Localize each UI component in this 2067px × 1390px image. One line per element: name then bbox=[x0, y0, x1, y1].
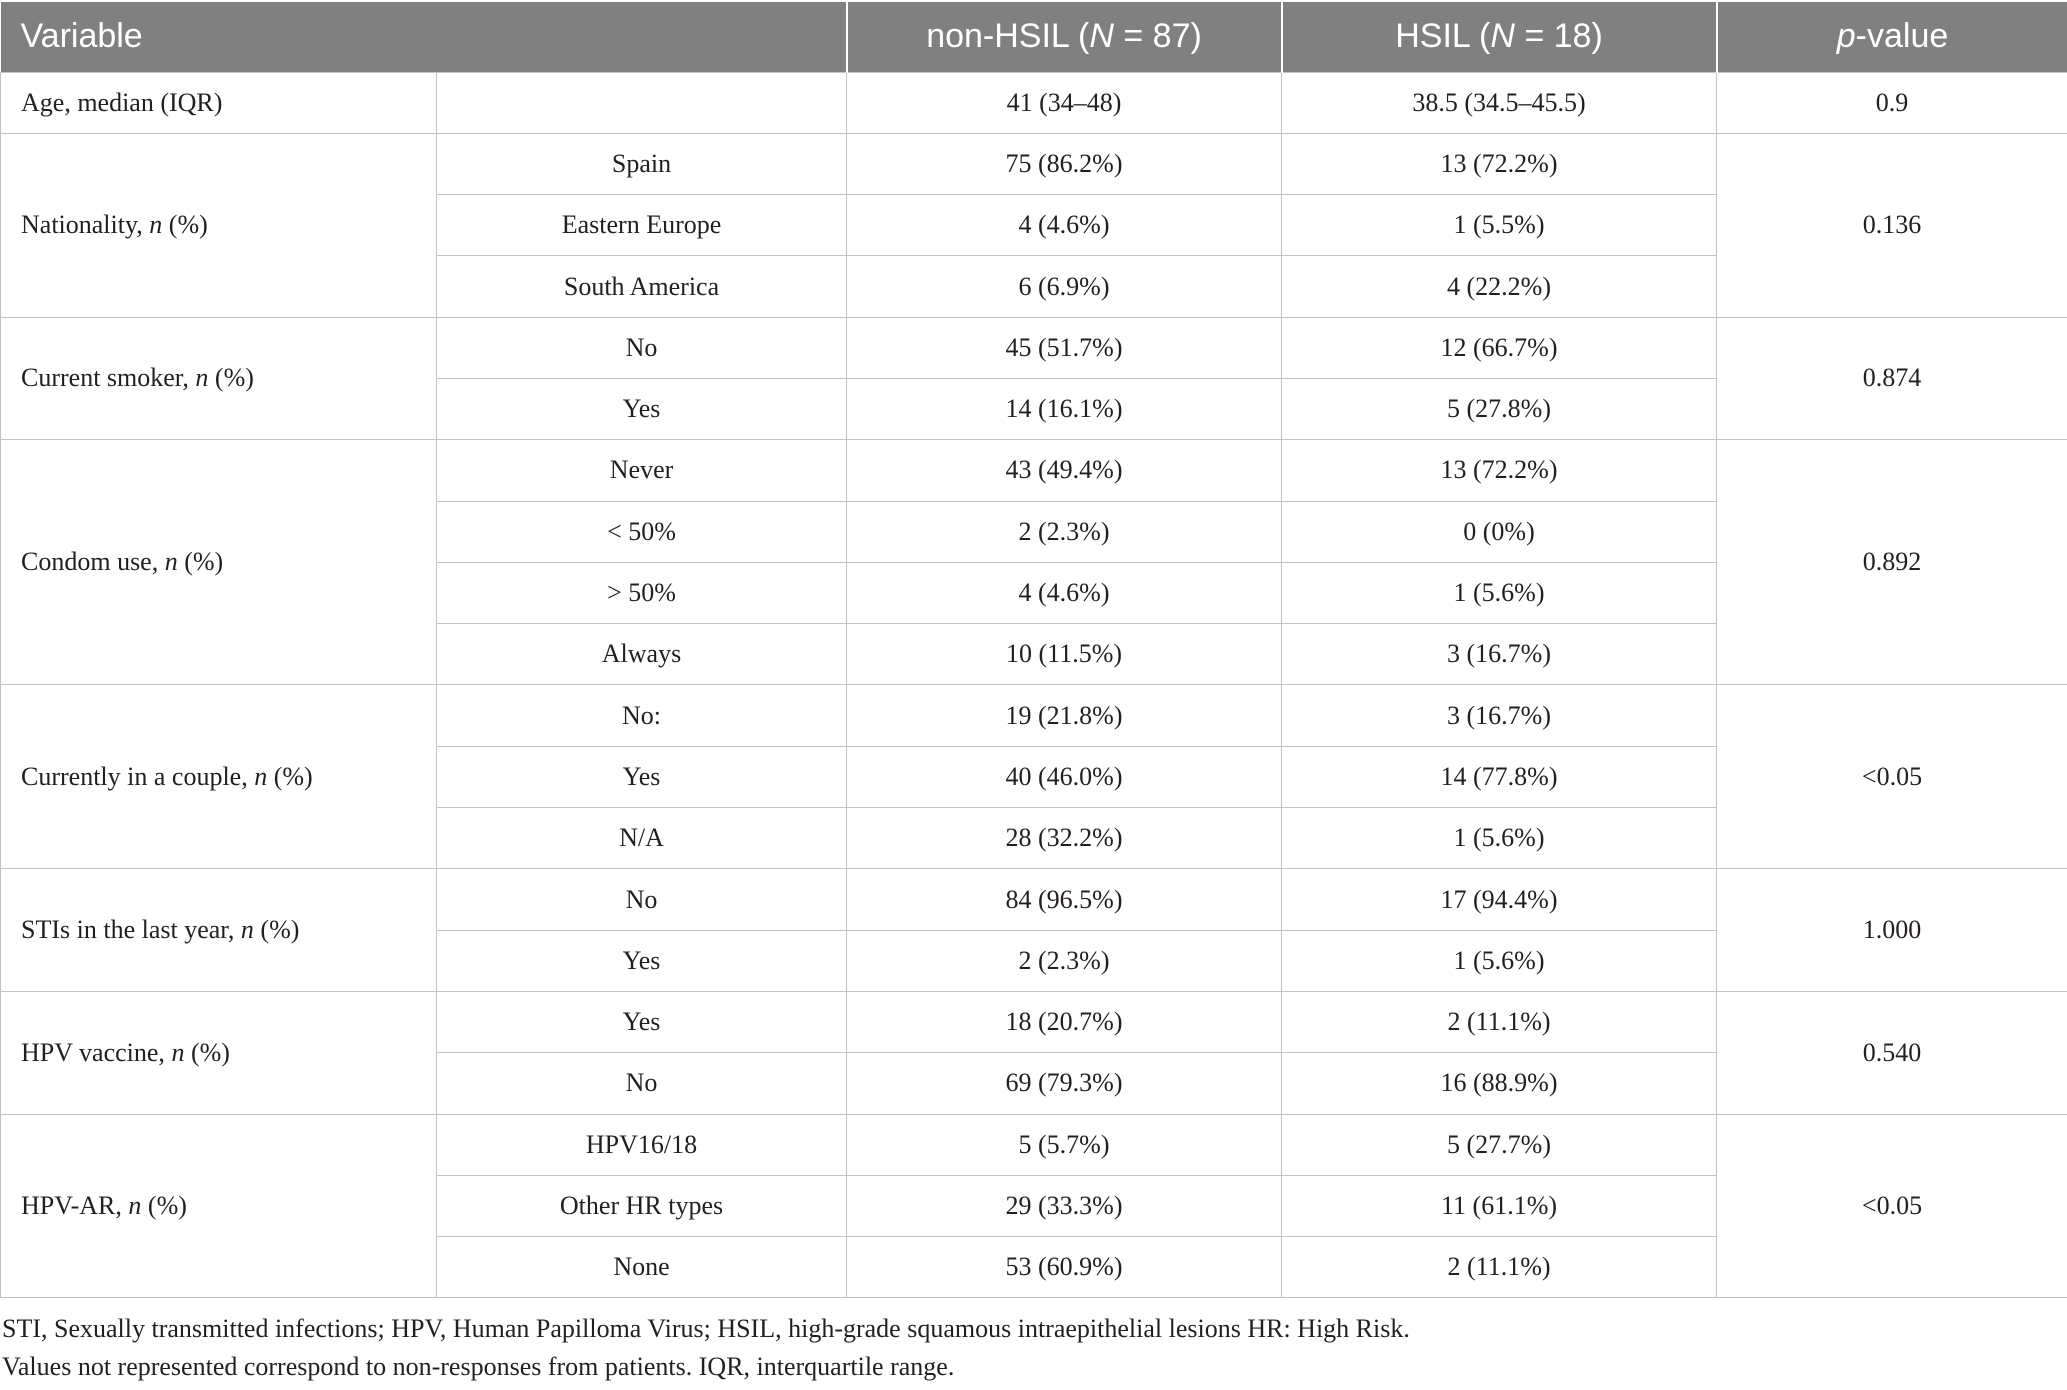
hsil-value-cell: 13 (72.2%) bbox=[1282, 440, 1717, 501]
variable-cell bbox=[1, 991, 437, 1114]
category-cell: No bbox=[437, 1053, 847, 1114]
header-p-suffix: -value bbox=[1855, 17, 1949, 56]
non-hsil-value-cell: 4 (4.6%) bbox=[847, 195, 1282, 256]
variable-cell bbox=[1, 440, 437, 685]
non-hsil-value-cell: 10 (11.5%) bbox=[847, 624, 1282, 685]
non-hsil-value-cell: 2 (2.3%) bbox=[847, 501, 1282, 562]
non-hsil-value-cell: 45 (51.7%) bbox=[847, 317, 1282, 378]
variable-label-italic: n bbox=[195, 363, 209, 393]
category-cell: N/A bbox=[437, 808, 847, 869]
p-value-cell: 0.9 bbox=[1717, 72, 2067, 133]
header-hsil bbox=[1282, 2, 1717, 72]
category-cell: No bbox=[437, 317, 847, 378]
header-row bbox=[1, 2, 2067, 72]
table-header bbox=[1, 2, 2067, 72]
variable-label: HPV-AR, bbox=[21, 1190, 129, 1220]
table-row bbox=[1, 72, 2067, 133]
category-cell: Eastern Europe bbox=[437, 195, 847, 256]
non-hsil-value-cell: 5 (5.7%) bbox=[847, 1114, 1282, 1175]
hsil-value-cell: 1 (5.6%) bbox=[1282, 562, 1717, 623]
hsil-value-cell: 14 (77.8%) bbox=[1282, 746, 1717, 807]
hsil-value-cell: 2 (11.1%) bbox=[1282, 991, 1717, 1052]
hsil-value-cell: 16 (88.9%) bbox=[1282, 1053, 1717, 1114]
variable-label: Condom use, bbox=[21, 547, 165, 577]
table-row bbox=[1, 440, 2067, 501]
variable-label-suffix: (%) bbox=[267, 761, 313, 791]
table-row bbox=[1, 991, 2067, 1052]
p-value-cell: 0.892 bbox=[1717, 440, 2067, 685]
category-cell: Yes bbox=[437, 378, 847, 439]
category-cell: Yes bbox=[437, 746, 847, 807]
header-p-italic: p bbox=[1836, 17, 1856, 56]
header-variable-label: Variable bbox=[20, 17, 143, 56]
table-footnotes bbox=[2, 1310, 1410, 1386]
variable-label: Currently in a couple, bbox=[21, 761, 255, 791]
non-hsil-value-cell: 75 (86.2%) bbox=[847, 133, 1282, 194]
header-non-hsil-suffix: = 87) bbox=[1113, 17, 1202, 56]
header-hsil-suffix: = 18) bbox=[1514, 17, 1603, 56]
variable-label: Nationality, bbox=[21, 210, 150, 240]
p-value-cell: <0.05 bbox=[1717, 685, 2067, 869]
category-cell: Spain bbox=[437, 133, 847, 194]
category-cell: Never bbox=[437, 440, 847, 501]
non-hsil-value-cell: 28 (32.2%) bbox=[847, 808, 1282, 869]
non-hsil-value-cell: 6 (6.9%) bbox=[847, 256, 1282, 317]
table-row bbox=[1, 685, 2067, 746]
category-cell bbox=[437, 72, 847, 133]
variable-label-suffix: (%) bbox=[162, 210, 208, 240]
category-cell: HPV16/18 bbox=[437, 1114, 847, 1175]
non-hsil-value-cell: 53 (60.9%) bbox=[847, 1237, 1282, 1298]
category-cell: None bbox=[437, 1237, 847, 1298]
hsil-value-cell: 1 (5.6%) bbox=[1282, 808, 1717, 869]
category-cell: < 50% bbox=[437, 501, 847, 562]
table-row bbox=[1, 317, 2067, 378]
category-cell: No bbox=[437, 869, 847, 930]
variable-label-italic: n bbox=[254, 761, 268, 791]
variable-cell bbox=[1, 133, 437, 317]
variable-label-suffix: (%) bbox=[141, 1190, 187, 1220]
p-value-cell: 0.874 bbox=[1717, 317, 2067, 440]
variable-cell bbox=[1, 317, 437, 440]
non-hsil-value-cell: 41 (34–48) bbox=[847, 72, 1282, 133]
hsil-value-cell: 3 (16.7%) bbox=[1282, 685, 1717, 746]
variable-label-suffix: (%) bbox=[184, 1037, 230, 1067]
hsil-value-cell: 1 (5.5%) bbox=[1282, 195, 1717, 256]
table-row bbox=[1, 133, 2067, 194]
header-hsil-prefix: HSIL ( bbox=[1395, 17, 1491, 56]
category-cell: South America bbox=[437, 256, 847, 317]
hsil-value-cell: 0 (0%) bbox=[1282, 501, 1717, 562]
table-row bbox=[1, 869, 2067, 930]
non-hsil-value-cell: 2 (2.3%) bbox=[847, 930, 1282, 991]
variable-label: STIs in the last year, bbox=[21, 915, 241, 945]
header-non-hsil-prefix: non-HSIL ( bbox=[926, 17, 1090, 56]
non-hsil-value-cell: 14 (16.1%) bbox=[847, 378, 1282, 439]
category-cell: Yes bbox=[437, 991, 847, 1052]
footnote-abbreviations: STI, Sexually transmitted infections; HPV, Human Papilloma Virus; HSIL, high-grade squamous intraepithelial lesions HR: High Risk. bbox=[2, 1314, 1410, 1343]
p-value-cell: 1.000 bbox=[1717, 869, 2067, 992]
hsil-value-cell: 12 (66.7%) bbox=[1282, 317, 1717, 378]
hsil-value-cell: 13 (72.2%) bbox=[1282, 133, 1717, 194]
header-hsil-n: N bbox=[1490, 17, 1515, 56]
non-hsil-value-cell: 4 (4.6%) bbox=[847, 562, 1282, 623]
variable-label-suffix: (%) bbox=[177, 547, 224, 577]
header-variable bbox=[1, 2, 847, 72]
hsil-value-cell: 11 (61.1%) bbox=[1282, 1175, 1717, 1236]
data-table-container bbox=[0, 2, 2067, 1298]
non-hsil-value-cell: 40 (46.0%) bbox=[847, 746, 1282, 807]
category-cell: > 50% bbox=[437, 562, 847, 623]
non-hsil-value-cell: 29 (33.3%) bbox=[847, 1175, 1282, 1236]
hsil-value-cell: 17 (94.4%) bbox=[1282, 869, 1717, 930]
category-cell: Other HR types bbox=[437, 1175, 847, 1236]
variable-label-italic: n bbox=[149, 210, 163, 240]
hsil-value-cell: 38.5 (34.5–45.5) bbox=[1282, 72, 1717, 133]
non-hsil-value-cell: 18 (20.7%) bbox=[847, 991, 1282, 1052]
header-non-hsil bbox=[847, 2, 1282, 72]
variable-label-italic: n bbox=[171, 1037, 185, 1067]
variable-cell bbox=[1, 869, 437, 992]
variable-label: Current smoker, bbox=[21, 363, 196, 393]
variable-cell bbox=[1, 72, 437, 133]
variable-label-italic: n bbox=[240, 915, 254, 945]
p-value-cell: 0.540 bbox=[1717, 991, 2067, 1114]
non-hsil-value-cell: 43 (49.4%) bbox=[847, 440, 1282, 501]
variable-cell bbox=[1, 685, 437, 869]
variable-label-italic: n bbox=[128, 1190, 142, 1220]
p-value-cell: <0.05 bbox=[1717, 1114, 2067, 1298]
header-p-value bbox=[1717, 2, 2067, 72]
category-cell: No: bbox=[437, 685, 847, 746]
variable-label: HPV vaccine, bbox=[21, 1037, 172, 1067]
variable-label-italic: n bbox=[164, 547, 178, 577]
results-table bbox=[0, 2, 2067, 1298]
footnote-non-responses: Values not represented correspond to non-responses from patients. IQR, interquartile range. bbox=[2, 1352, 955, 1381]
hsil-value-cell: 4 (22.2%) bbox=[1282, 256, 1717, 317]
variable-label-suffix: (%) bbox=[253, 915, 300, 945]
table-body bbox=[1, 72, 2067, 1298]
table-row bbox=[1, 1114, 2067, 1175]
variable-cell bbox=[1, 1114, 437, 1298]
variable-label: Age, median (IQR) bbox=[21, 87, 223, 117]
category-cell: Yes bbox=[437, 930, 847, 991]
hsil-value-cell: 3 (16.7%) bbox=[1282, 624, 1717, 685]
category-cell: Always bbox=[437, 624, 847, 685]
hsil-value-cell: 1 (5.6%) bbox=[1282, 930, 1717, 991]
variable-label-suffix: (%) bbox=[208, 363, 254, 393]
p-value-cell: 0.136 bbox=[1717, 133, 2067, 317]
hsil-value-cell: 2 (11.1%) bbox=[1282, 1237, 1717, 1298]
header-non-hsil-n: N bbox=[1089, 17, 1114, 56]
hsil-value-cell: 5 (27.8%) bbox=[1282, 378, 1717, 439]
non-hsil-value-cell: 69 (79.3%) bbox=[847, 1053, 1282, 1114]
hsil-value-cell: 5 (27.7%) bbox=[1282, 1114, 1717, 1175]
non-hsil-value-cell: 19 (21.8%) bbox=[847, 685, 1282, 746]
non-hsil-value-cell: 84 (96.5%) bbox=[847, 869, 1282, 930]
